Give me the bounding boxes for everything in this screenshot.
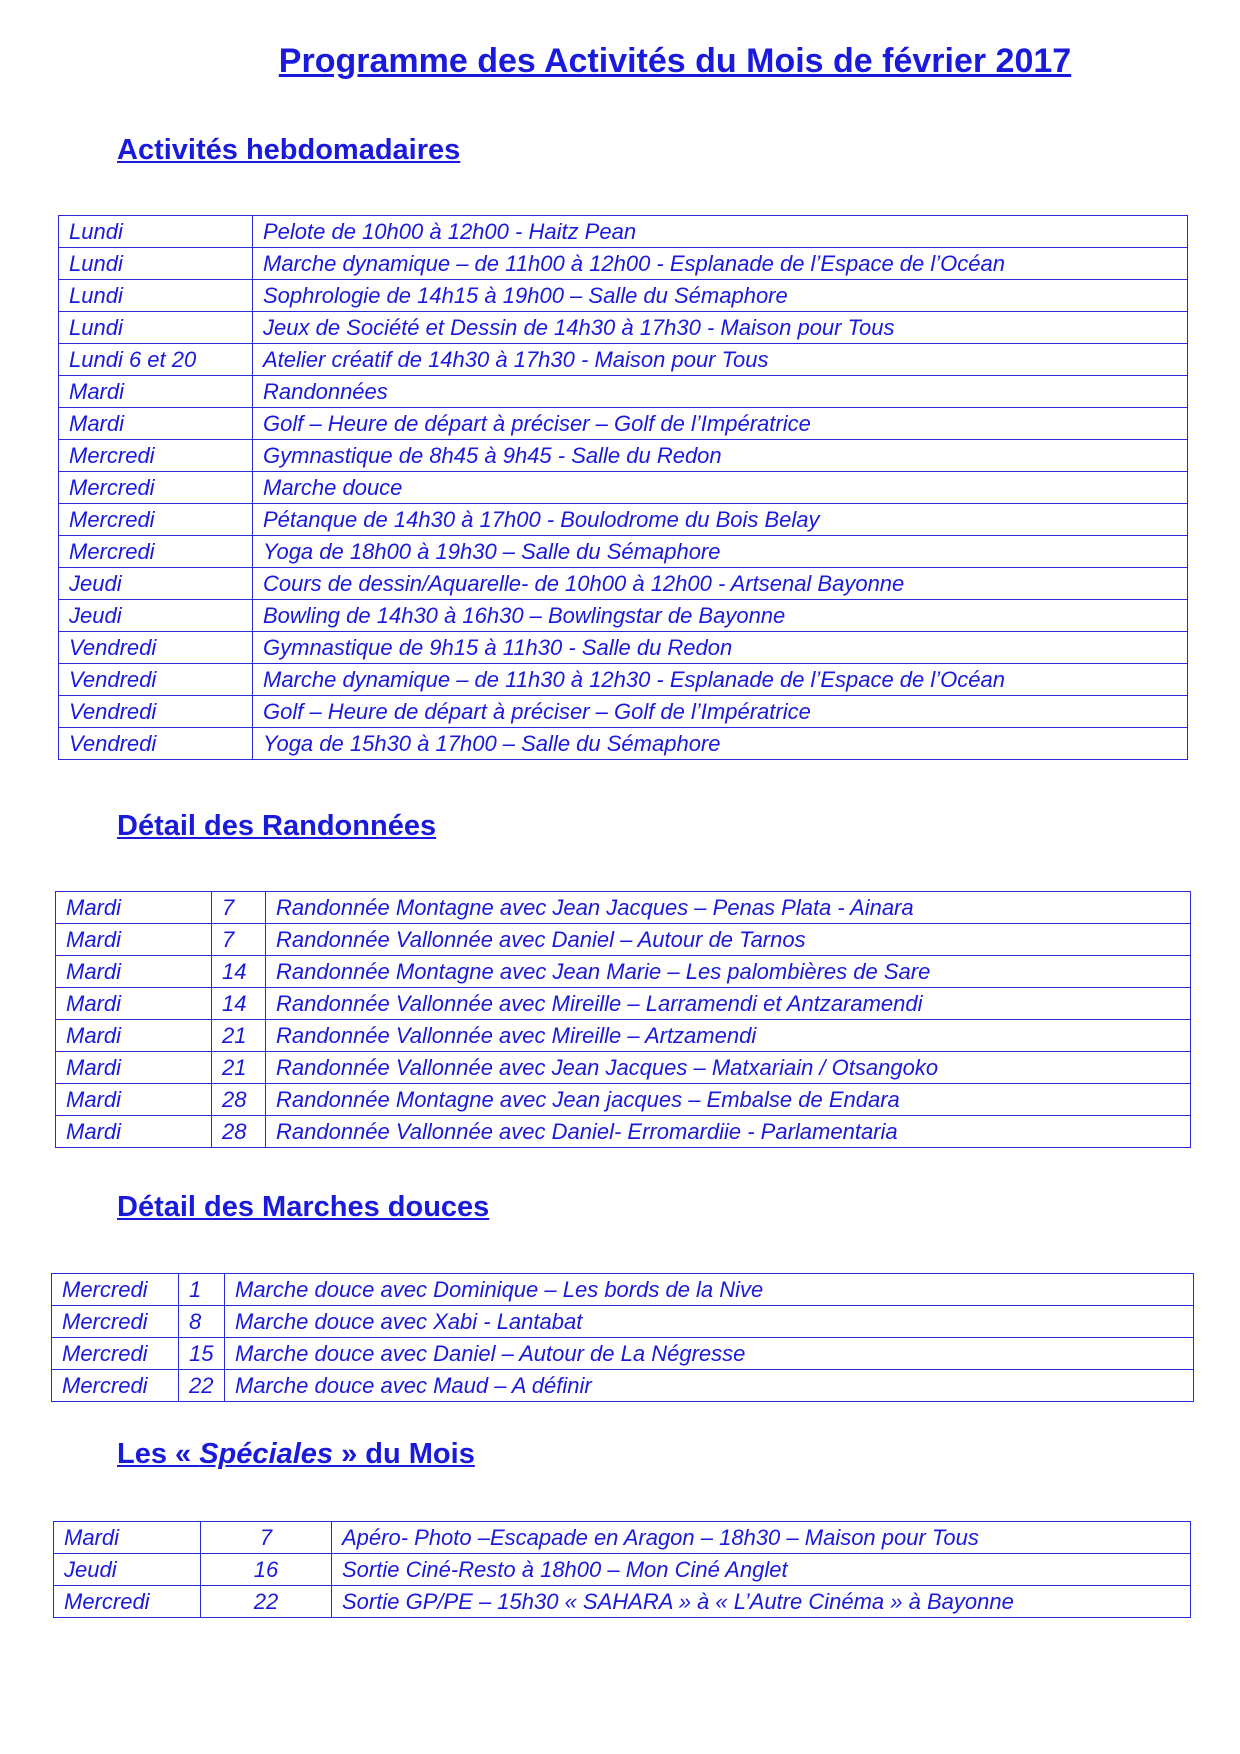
table-row	[56, 892, 1191, 924]
table-row	[59, 632, 1188, 664]
marches-heading: Détail des Marches douces	[117, 1191, 490, 1223]
table-row	[54, 1554, 1191, 1586]
table-cell: Sophrologie de 14h15 à 19h00 – Salle du Sémaphore	[253, 280, 1188, 312]
table-cell: Marche dynamique – de 11h00 à 12h00 - Esplanade de l’Espace de l’Océan	[253, 248, 1188, 280]
table-cell: Marche douce avec Daniel – Autour de La Négresse	[225, 1338, 1194, 1370]
table-cell: Pétanque de 14h30 à 17h00 - Boulodrome du Bois Belay	[253, 504, 1188, 536]
randonnees-heading: Détail des Randonnées	[117, 810, 437, 842]
table-cell: Lundi	[59, 216, 253, 248]
table-cell: Mardi	[56, 1084, 212, 1116]
table-cell: Lundi	[59, 280, 253, 312]
table-cell: Mardi	[56, 988, 212, 1020]
table-row	[59, 280, 1188, 312]
table-cell: Jeudi	[59, 600, 253, 632]
page-title: Programme des Activités du Mois de février 2017	[278, 42, 1072, 80]
speciales-heading: Les « Spéciales » du Mois	[117, 1438, 475, 1470]
table-cell: Marche douce avec Xabi - Lantabat	[225, 1306, 1194, 1338]
table-cell: Mercredi	[52, 1338, 179, 1370]
marches-table	[51, 1273, 1194, 1402]
table-cell: 14	[212, 988, 266, 1020]
table-cell: Lundi	[59, 248, 253, 280]
table-cell: Randonnée Vallonnée avec Daniel – Autour de Tarnos	[266, 924, 1191, 956]
table-cell: Mercredi	[59, 536, 253, 568]
table-row	[59, 696, 1188, 728]
table-cell: Mardi	[56, 1052, 212, 1084]
table-cell: Mardi	[56, 956, 212, 988]
table-cell: Randonnée Montagne avec Jean jacques – Embalse de Endara	[266, 1084, 1191, 1116]
table-cell: Yoga de 18h00 à 19h30 – Salle du Sémaphore	[253, 536, 1188, 568]
table-cell: Cours de dessin/Aquarelle- de 10h00 à 12h00 - Artsenal Bayonne	[253, 568, 1188, 600]
table-cell: 7	[212, 924, 266, 956]
table-cell: Mardi	[56, 924, 212, 956]
table-row	[56, 1052, 1191, 1084]
table-row	[52, 1306, 1194, 1338]
table-row	[59, 472, 1188, 504]
table-cell: 22	[201, 1586, 332, 1618]
table-cell: Mercredi	[52, 1370, 179, 1402]
table-cell: Mardi	[59, 408, 253, 440]
table-cell: Randonnée Montagne avec Jean Marie – Les palombières de Sare	[266, 956, 1191, 988]
table-cell: Randonnée Vallonnée avec Mireille – Artzamendi	[266, 1020, 1191, 1052]
table-cell: Vendredi	[59, 664, 253, 696]
table-cell: Randonnée Montagne avec Jean Jacques – Penas Plata - Ainara	[266, 892, 1191, 924]
table-cell: Mercredi	[52, 1306, 179, 1338]
table-row	[59, 408, 1188, 440]
table-cell: Apéro- Photo –Escapade en Aragon – 18h30 – Maison pour Tous	[332, 1522, 1191, 1554]
table-cell: Mardi	[54, 1522, 201, 1554]
table-cell: 8	[179, 1306, 225, 1338]
table-cell: Yoga de 15h30 à 17h00 – Salle du Sémaphore	[253, 728, 1188, 760]
table-cell: 7	[201, 1522, 332, 1554]
table-row	[59, 536, 1188, 568]
table-row	[59, 728, 1188, 760]
table-row	[54, 1586, 1191, 1618]
weekly-table	[58, 215, 1188, 760]
table-cell: Bowling de 14h30 à 16h30 – Bowlingstar de Bayonne	[253, 600, 1188, 632]
table-cell: Mardi	[56, 892, 212, 924]
table-cell: Gymnastique de 9h15 à 11h30 - Salle du Redon	[253, 632, 1188, 664]
table-cell: Randonnée Vallonnée avec Mireille – Larramendi et Antzaramendi	[266, 988, 1191, 1020]
table-cell: Golf – Heure de départ à préciser – Golf de l’Impératrice	[253, 696, 1188, 728]
table-cell: Mardi	[56, 1116, 212, 1148]
table-cell: Sortie Ciné-Resto à 18h00 – Mon Ciné Anglet	[332, 1554, 1191, 1586]
table-cell: Marche douce avec Dominique – Les bords de la Nive	[225, 1274, 1194, 1306]
table-cell: Lundi	[59, 312, 253, 344]
table-cell: 1	[179, 1274, 225, 1306]
table-cell: Golf – Heure de départ à préciser – Golf de l’Impératrice	[253, 408, 1188, 440]
table-cell: Marche douce	[253, 472, 1188, 504]
table-row	[59, 504, 1188, 536]
table-cell: 14	[212, 956, 266, 988]
table-row	[59, 344, 1188, 376]
table-cell: 16	[201, 1554, 332, 1586]
table-cell: Jeudi	[59, 568, 253, 600]
table-cell: Randonnées	[253, 376, 1188, 408]
table-row	[59, 440, 1188, 472]
table-cell: 21	[212, 1020, 266, 1052]
table-row	[52, 1338, 1194, 1370]
speciales-table	[53, 1521, 1191, 1618]
table-row	[56, 1084, 1191, 1116]
table-row	[59, 376, 1188, 408]
table-cell: Vendredi	[59, 728, 253, 760]
table-row	[59, 664, 1188, 696]
table-cell: Mercredi	[52, 1274, 179, 1306]
table-cell: 28	[212, 1116, 266, 1148]
table-cell: Lundi 6 et 20	[59, 344, 253, 376]
table-row	[52, 1274, 1194, 1306]
table-cell: Sortie GP/PE – 15h30 « SAHARA » à « L’Autre Cinéma » à Bayonne	[332, 1586, 1191, 1618]
table-row	[59, 568, 1188, 600]
table-cell: Mardi	[56, 1020, 212, 1052]
table-cell: Mercredi	[54, 1586, 201, 1618]
table-cell: Vendredi	[59, 632, 253, 664]
table-cell: Marche dynamique – de 11h30 à 12h30 - Esplanade de l’Espace de l’Océan	[253, 664, 1188, 696]
table-row	[59, 248, 1188, 280]
randonnees-table	[55, 891, 1191, 1148]
table-cell: Marche douce avec Maud – A définir	[225, 1370, 1194, 1402]
table-row	[56, 1116, 1191, 1148]
table-row	[54, 1522, 1191, 1554]
table-row	[59, 312, 1188, 344]
table-cell: 22	[179, 1370, 225, 1402]
table-cell: Vendredi	[59, 696, 253, 728]
table-cell: 21	[212, 1052, 266, 1084]
table-row	[59, 600, 1188, 632]
table-cell: Atelier créatif de 14h30 à 17h30 - Maison pour Tous	[253, 344, 1188, 376]
table-cell: Randonnée Vallonnée avec Daniel- Erromardiie - Parlamentaria	[266, 1116, 1191, 1148]
table-cell: Jeux de Société et Dessin de 14h30 à 17h30 - Maison pour Tous	[253, 312, 1188, 344]
table-row	[52, 1370, 1194, 1402]
table-row	[59, 216, 1188, 248]
table-cell: Mercredi	[59, 472, 253, 504]
table-cell: Mardi	[59, 376, 253, 408]
table-cell: 15	[179, 1338, 225, 1370]
table-row	[56, 924, 1191, 956]
table-cell: Mercredi	[59, 440, 253, 472]
table-cell: Randonnée Vallonnée avec Jean Jacques – Matxariain / Otsangoko	[266, 1052, 1191, 1084]
table-cell: Jeudi	[54, 1554, 201, 1586]
table-cell: Pelote de 10h00 à 12h00 - Haitz Pean	[253, 216, 1188, 248]
table-cell: Mercredi	[59, 504, 253, 536]
table-cell: 7	[212, 892, 266, 924]
table-row	[56, 988, 1191, 1020]
table-row	[56, 1020, 1191, 1052]
table-cell: Gymnastique de 8h45 à 9h45 - Salle du Redon	[253, 440, 1188, 472]
table-cell: 28	[212, 1084, 266, 1116]
table-row	[56, 956, 1191, 988]
weekly-heading: Activités hebdomadaires	[117, 134, 461, 166]
